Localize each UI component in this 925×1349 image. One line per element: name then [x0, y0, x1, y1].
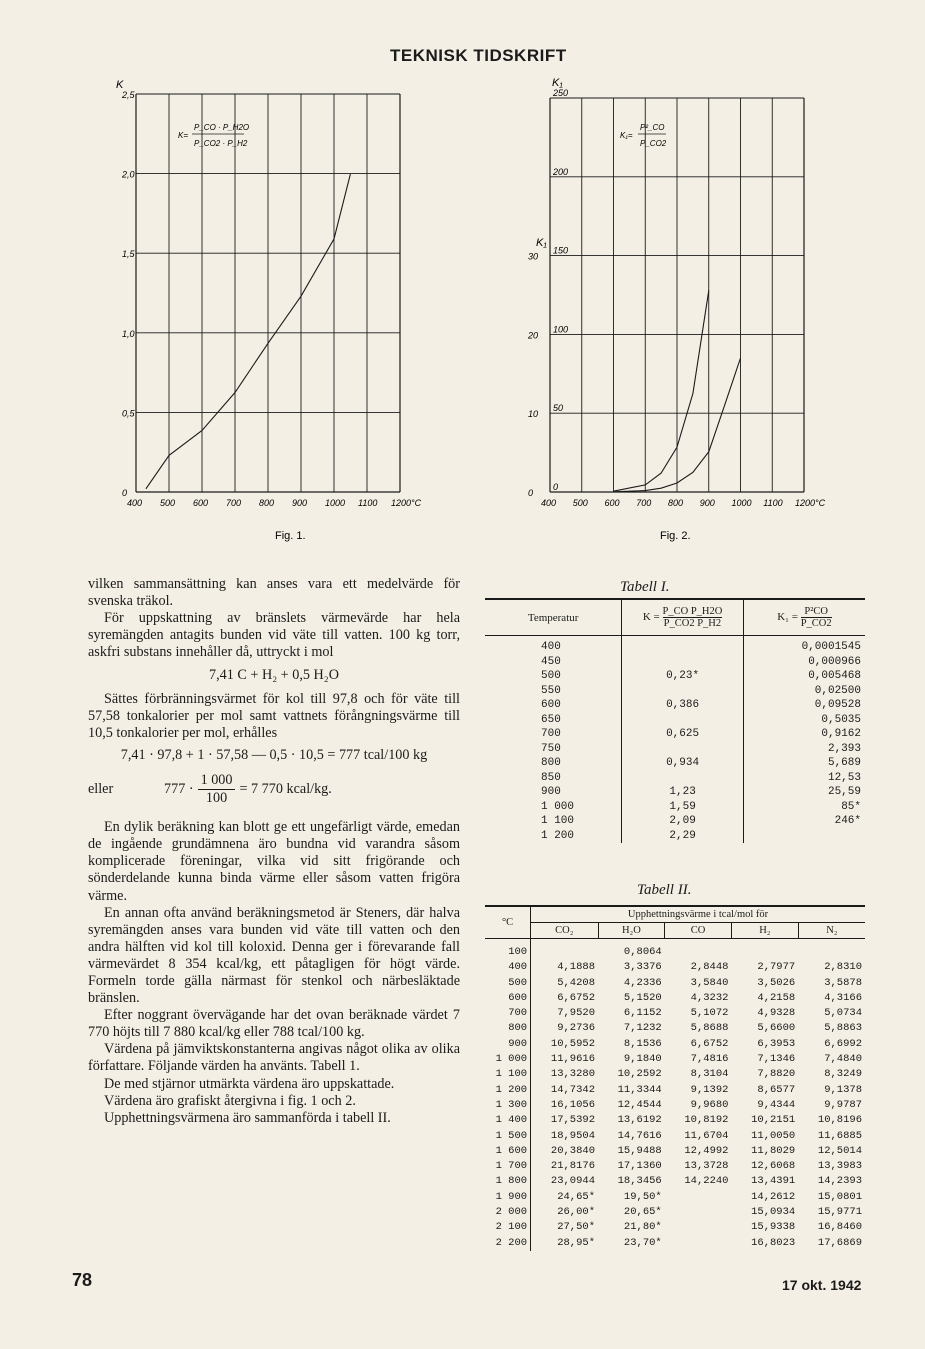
table2-cell-value: 15,0801 [817, 1190, 862, 1203]
table1-row [485, 771, 865, 786]
table2-cell-value: 8,1536 [623, 1037, 662, 1050]
table2-cell-value: 14,7616 [617, 1129, 662, 1142]
table2-row [485, 1006, 865, 1021]
table1-cell-temperature: 1 200 [485, 829, 622, 844]
table1-cell-k1: 0,9162 [821, 728, 861, 740]
formula: 7,41 C + H₂ + 0,5 H₂O [209, 667, 339, 684]
table2-cell-value: 6,1152 [623, 1007, 662, 1020]
table2-cell-value: 4,3232 [690, 991, 729, 1004]
table2-cell-temperature: 1 700 [485, 1159, 531, 1174]
x-tick-label: 1200°C [391, 498, 422, 508]
table2-row [485, 1144, 865, 1159]
table2-row [485, 1190, 865, 1205]
table2-cell-value: 7,1346 [757, 1053, 796, 1066]
table1-cell-k: 2,09 [622, 814, 744, 829]
table2-row [485, 1037, 865, 1052]
table2-cell-value: 27,50* [557, 1221, 595, 1234]
fig1-x-ticks [127, 498, 422, 508]
x-tick-label: 800 [668, 498, 684, 508]
fig2-formula-denominator: P_CO2 [640, 139, 667, 148]
table2-row [485, 1174, 865, 1189]
table1-cell-temperature: 900 [485, 785, 622, 800]
table1-cell-temperature: 450 [485, 655, 622, 670]
table2-cell-value: 26,00* [557, 1206, 595, 1219]
table2-row [485, 976, 865, 991]
table2-row [485, 1129, 865, 1144]
table2-cell-value: 3,5026 [757, 976, 796, 989]
table2-cell-value: 6,3953 [757, 1037, 796, 1050]
table2-cell-temperature: 1 800 [485, 1174, 531, 1189]
eller-rhs: = 7 770 kcal/kg. [239, 780, 332, 797]
issue-date: 17 okt. 1942 [782, 1277, 862, 1293]
table2-cell-value: 9,9787 [824, 1098, 862, 1111]
table2-cell-value: 20,3840 [550, 1144, 595, 1157]
table2-cell-temperature: 100 [485, 939, 531, 961]
table2-cell-temperature: 2 000 [485, 1205, 531, 1220]
table2-col-header: CO [665, 923, 732, 939]
table2-cell-value: 6,6752 [690, 1037, 729, 1050]
fig2-y-ticks [527, 88, 568, 498]
table2-cell-value: 5,8863 [824, 1022, 862, 1035]
table1-cell-temperature: 500 [485, 669, 622, 684]
fig2-formula [620, 123, 667, 148]
eller-denominator: 100 [205, 790, 228, 807]
table2-cell-value: 10,5952 [550, 1037, 595, 1050]
table2-cell-value: 14,7342 [550, 1083, 595, 1096]
table2-row [485, 1098, 865, 1113]
table1-row [485, 800, 865, 815]
fig2-grid [550, 98, 804, 492]
table2-cell-value: 13,6192 [617, 1114, 662, 1127]
table2-cell-value: 10,2592 [617, 1068, 662, 1081]
table1-cell-temperature: 850 [485, 771, 622, 786]
table1-cell-k1: 0,005468 [808, 670, 861, 682]
article-body [88, 576, 460, 1127]
table1-cell-k [622, 713, 744, 728]
table1-row [485, 756, 865, 771]
table2-cell-value: 9,9680 [690, 1098, 729, 1111]
table1-col-temperature: Temperatur [485, 600, 622, 636]
table1-cell-temperature: 800 [485, 756, 622, 771]
table2-cell-temperature: 1 900 [485, 1190, 531, 1205]
table2-cell-value: 17,1360 [617, 1160, 662, 1173]
y-tick-label: 2,0 [122, 169, 135, 180]
table1-row [485, 713, 865, 728]
table2-cell-value: 18,9504 [550, 1129, 595, 1142]
table2-cell-temperature: 900 [485, 1037, 531, 1052]
table2-body [485, 939, 865, 1251]
table2-row [485, 960, 865, 975]
table2-cell-temperature: 700 [485, 1006, 531, 1021]
table1-cell-temperature: 1 100 [485, 814, 622, 829]
table1-cell-temperature: 1 000 [485, 800, 622, 815]
table2-cell-value: 4,2336 [623, 976, 662, 989]
table1-row [485, 829, 865, 844]
eller-fraction [198, 772, 236, 807]
paragraph: En annan ofta använd beräkningsmetod är Steners, där halva syremängden anses vara bunden vid väte till vatten och den andra hälften vid kol till koloxid. Denna ger i förevarande fall värmevärdet 8 354 kcal/kg, ett påtagligen för högt värde. Formeln torde gälla närmast för stenkol och närbesläktade bränslen. [88, 904, 460, 1007]
table2-cell-value: 7,9520 [557, 1007, 595, 1020]
eller-lhs: 777 · [164, 780, 194, 797]
table1-cell-k1: 5,689 [827, 757, 861, 769]
formula: 7,41 · 97,8 + 1 · 57,58 — 0,5 · 10,5 = 777 tcal/100 kg [120, 746, 428, 763]
y-tick-label: 1,0 [122, 328, 135, 339]
table2-cell-value: 9,1840 [623, 1053, 662, 1066]
table2-cell-temperature: 1 200 [485, 1083, 531, 1098]
y-tick-label-inner: 250 [553, 88, 569, 98]
table2-col-header: CO₂ [531, 923, 598, 939]
table2-cell-value: 9,1378 [824, 1083, 862, 1096]
table1-cell-temperature: 700 [485, 727, 622, 742]
y-tick-label-outer: 0 [528, 488, 534, 498]
table2-cell-value [665, 1190, 732, 1205]
x-tick-label: 1000 [731, 498, 752, 508]
table2-cell-value: 21,80* [623, 1221, 662, 1234]
table2-cell-value [531, 939, 598, 961]
table2-cell-value: 13,3728 [684, 1160, 729, 1173]
table2-group-header: Upphettningsvärme i tcal/mol för [531, 907, 865, 923]
table1-cell-k: 1,59 [622, 800, 744, 815]
table2-row [485, 1021, 865, 1036]
table1-cell-k [622, 684, 744, 699]
x-tick-label: 900 [292, 498, 308, 508]
table1-col-k: K = $\frac{\text{P\_CO P\_H2O}}{P\_CO2 P\_H2}$ [622, 600, 744, 636]
table1-cell-k1: 12,53 [827, 771, 861, 784]
table1-row [485, 698, 865, 713]
table2-cell-value: 9,2736 [557, 1022, 595, 1035]
paragraph: Sättes förbränningsvärmet för kol till 97,8 och för väte till 57,58 tonkalorier per mol samt vattnets förångningsvärme till 10,5 tonkalorier per mol, erhålles [88, 690, 460, 741]
table1-cell-k [622, 655, 744, 670]
table2-cell-value: 2,7977 [757, 961, 796, 974]
table2-cell-value: 8,3249 [824, 1068, 862, 1081]
table1-cell-k1: 2,393 [827, 742, 861, 755]
table2-cell-value: 3,5878 [824, 976, 862, 989]
table2-cell-value: 4,1888 [557, 961, 595, 974]
table2-column-headers [485, 923, 865, 939]
table2-cell-value [731, 939, 798, 961]
table1-cell-temperature: 550 [485, 684, 622, 699]
table2-title: Tabell II. [637, 882, 692, 898]
y-tick-label: 1,5 [122, 249, 135, 260]
fig1-formula-denominator: P_CO2 · P_H2 [194, 139, 248, 148]
table2-cell-value: 4,9328 [757, 1007, 796, 1020]
table2-cell-temperature: 1 400 [485, 1113, 531, 1128]
table2-cell-value: 13,3280 [550, 1068, 595, 1081]
table2-cell-temperature: 400 [485, 960, 531, 975]
table2-cell-value: 12,4992 [684, 1144, 729, 1157]
x-tick-label: 600 [604, 498, 620, 508]
y-tick-label-outer: 20 [528, 330, 539, 341]
table1-cell-k1: 0,02500 [814, 684, 861, 697]
fig1-formula-lhs: K= [178, 131, 189, 140]
table2-cell-value: 5,8688 [690, 1022, 729, 1035]
table2-cell-value: 24,65* [557, 1190, 595, 1203]
fig1-y-ticks [121, 90, 136, 498]
table2-cell-value: 12,4544 [617, 1098, 662, 1111]
table1-title: Tabell I. [620, 579, 670, 595]
table2-cell-value: 4,3166 [824, 991, 862, 1004]
table1-cell-k1: 0,09528 [814, 699, 861, 711]
eller-label: eller [88, 780, 114, 797]
table2-cell-value: 2,8310 [824, 961, 862, 974]
table1-cell-k [622, 636, 744, 655]
table2-col-unit: °C [485, 907, 531, 939]
x-tick-label: 900 [699, 498, 715, 508]
table1-body [485, 636, 865, 844]
table1-row [485, 669, 865, 684]
table2-row [485, 1083, 865, 1098]
paragraph: Upphettningsvärmena äro sammanförda i tabell II. [104, 1109, 391, 1126]
table2-row [485, 1067, 865, 1082]
x-tick-label: 700 [636, 498, 652, 508]
table1-cell-k1: 0,0001545 [801, 641, 861, 653]
paragraph: Värdena äro grafiskt återgivna i fig. 1 och 2. [104, 1092, 356, 1109]
table1-cell-k: 0,23* [622, 669, 744, 684]
table2-cell-temperature: 1 500 [485, 1129, 531, 1144]
table1-row [485, 814, 865, 829]
table2-cell-value: 7,1232 [623, 1022, 662, 1035]
figure-2-chart [522, 76, 826, 546]
x-tick-label: 1100 [358, 498, 378, 508]
table2-row [485, 1236, 865, 1251]
table2-cell-value [665, 1220, 732, 1235]
fig2-caption: Fig. 2. [660, 530, 691, 542]
table2-cell-value: 12,5014 [817, 1144, 862, 1157]
table2-cell-value: 14,2612 [751, 1190, 796, 1203]
journal-header: TEKNISK TIDSKRIFT [390, 46, 567, 65]
table2-cell-value: 13,4391 [751, 1175, 796, 1188]
table2-cell-value: 4,2158 [757, 991, 796, 1004]
y-tick-label: 2,5 [122, 90, 135, 100]
x-tick-label: 400 [541, 498, 557, 508]
fig2-formula-lhs: K₁= [620, 131, 633, 140]
table1-row [485, 684, 865, 699]
table2-cell-value: 8,3104 [690, 1068, 729, 1081]
fig2-y-axis-label-inner: K₁ [536, 237, 547, 249]
table1-cell-k1: 0,5035 [821, 713, 861, 726]
table2-cell-value: 5,1520 [623, 991, 662, 1004]
x-tick-label: 500 [160, 498, 176, 508]
x-tick-label: 800 [259, 498, 275, 508]
table2-cell-value: 11,0050 [751, 1129, 796, 1142]
table1-cell-k: 2,29 [622, 829, 744, 844]
table2-cell-value: 17,6869 [817, 1236, 862, 1249]
y-tick-label: 0 [122, 488, 128, 498]
table2-cell-temperature: 500 [485, 976, 531, 991]
fig2-x-ticks [541, 498, 826, 508]
paragraph: Värdena på jämviktskonstanterna angivas något olika av olika författare. Följande värden ha använts. Tabell 1. [88, 1041, 460, 1075]
table1-cell-k1: 0,000966 [808, 655, 861, 668]
table1-row [485, 655, 865, 670]
x-tick-label: 1100 [763, 498, 783, 508]
table2-row [485, 1052, 865, 1067]
table2-row [485, 1113, 865, 1128]
table1-cell-temperature: 400 [485, 636, 622, 655]
fig1-grid [136, 94, 400, 492]
table2-cell-value: 10,8196 [817, 1114, 862, 1127]
figure-1-chart [110, 76, 422, 546]
table2-cell-value: 7,4840 [824, 1053, 862, 1066]
table1-cell-k: 0,625 [622, 727, 744, 742]
fig1-formula [178, 123, 249, 148]
table2-cell-value: 23,0944 [550, 1175, 595, 1188]
table2-cell-value: 8,6577 [757, 1083, 796, 1096]
table2-cell-value: 5,1072 [690, 1007, 729, 1020]
table1-cell-k [622, 771, 744, 786]
table2-cell-value: 3,5840 [690, 976, 729, 989]
table1-cell-k: 0,386 [622, 698, 744, 713]
y-tick-label-inner: 0 [553, 482, 559, 492]
table2-cell-temperature: 600 [485, 991, 531, 1006]
table2-cell-temperature: 1 600 [485, 1144, 531, 1159]
formula-eller [88, 772, 460, 807]
table1-row [485, 742, 865, 757]
y-tick-label-inner: 200 [553, 166, 569, 177]
table2-cell-value: 11,6885 [817, 1129, 862, 1142]
table2-cell-value: 16,1056 [550, 1098, 595, 1111]
table2-cell-value: 6,6752 [557, 991, 595, 1004]
table2-cell-value: 15,9771 [817, 1206, 862, 1219]
table2-col-header: H₂ [731, 923, 798, 939]
y-tick-label-outer: 30 [528, 251, 539, 262]
table2-cell-temperature: 2 100 [485, 1220, 531, 1235]
eller-numerator: 1 000 [198, 772, 236, 790]
table2-cell-temperature: 1 300 [485, 1098, 531, 1113]
table2-cell-value: 21,8176 [550, 1160, 595, 1173]
table2-cell-value [798, 939, 865, 961]
table2 [485, 905, 865, 1251]
table1-cell-temperature: 750 [485, 742, 622, 757]
table1-cell-k1 [743, 829, 865, 844]
fig1-y-axis-label: K [116, 79, 124, 91]
table1-cell-temperature: 650 [485, 713, 622, 728]
table2-cell-value: 11,6704 [684, 1129, 729, 1142]
x-tick-label: 700 [226, 498, 242, 508]
fig1-k-curve [146, 174, 351, 489]
paragraph: vilken sammansättning kan anses vara ett medelvärde för svenska träkol. [88, 576, 460, 610]
table1-row [485, 727, 865, 742]
table2-cell-value: 15,9338 [751, 1221, 796, 1234]
table2-cell-value: 18,3456 [617, 1175, 662, 1188]
table2-col-header: H₂O [598, 923, 665, 939]
paragraph: De med stjärnor utmärkta värdena äro uppskattade. [104, 1075, 395, 1092]
table1-cell-k: 1,23 [622, 785, 744, 800]
fig1-formula-numerator: P_CO · P_H2O [194, 123, 250, 132]
page-number: 78 [72, 1270, 93, 1290]
y-tick-label-outer: 10 [528, 409, 539, 420]
table2-cell-value: 15,9488 [617, 1144, 662, 1157]
table2-cell-value: 13,3983 [817, 1160, 862, 1173]
fig1-caption: Fig. 1. [275, 530, 306, 542]
table2-col-header: N₂ [798, 923, 865, 939]
table2-row [485, 1220, 865, 1235]
paragraph: Efter noggrant övervägande har det ovan beräknade värdet 7 770 höjts till 7 880 kcal/kg eller 788 tcal/100 kg. [88, 1007, 460, 1041]
table2-cell-temperature: 1 100 [485, 1067, 531, 1082]
y-tick-label-inner: 150 [553, 245, 569, 256]
table2-cell-value: 12,6068 [751, 1160, 796, 1173]
table2-row [485, 939, 865, 961]
table2-cell-value: 11,9616 [550, 1053, 595, 1066]
table2-cell-value: 2,8448 [690, 961, 729, 974]
table1-cell-k [622, 742, 744, 757]
table2-cell-value: 7,8820 [757, 1068, 796, 1081]
table2-cell-value: 9,4344 [757, 1098, 796, 1111]
table2-cell-value: 14,2240 [684, 1175, 729, 1188]
paragraph: För uppskattning av bränslets värmevärde har hela syremängden antagits bunden vid väte till vatten. 100 kg torr, askfri substans innehåller då, uttryckt i mol [88, 610, 460, 661]
table1-row [485, 636, 865, 655]
table2-row [485, 991, 865, 1006]
table1-cell-k1: 25,59 [827, 786, 861, 798]
table2-cell-value: 16,8023 [751, 1236, 796, 1249]
table2-cell-temperature: 800 [485, 1021, 531, 1036]
table2-cell-value: 3,3376 [623, 961, 662, 974]
table2-row [485, 1159, 865, 1174]
table2-cell-value: 15,0934 [751, 1206, 796, 1219]
table2-cell-value: 9,1392 [690, 1083, 729, 1096]
table2-cell-value: 7,4816 [690, 1053, 729, 1066]
table2-cell-value: 11,8029 [751, 1144, 796, 1157]
table2-cell-temperature: 1 000 [485, 1052, 531, 1067]
table1 [485, 598, 865, 843]
fig2-k1-curve-scale-30 [614, 290, 709, 491]
table1-col-k1: K₁ = $\frac{\text{P²CO}}{P\_CO2}$ [743, 600, 865, 636]
x-tick-label: 1000 [325, 498, 346, 508]
table2-cell-value: 5,6600 [757, 1022, 796, 1035]
table2-cell-value: 20,65* [623, 1206, 662, 1219]
table2-cell-value [665, 1205, 732, 1220]
table2-cell-value [665, 939, 732, 961]
table2-cell-value: 14,2393 [817, 1175, 862, 1188]
table2-cell-temperature: 2 200 [485, 1236, 531, 1251]
table2-cell-value: 19,50* [623, 1190, 662, 1203]
table1-cell-temperature: 600 [485, 698, 622, 713]
y-tick-label-inner: 100 [553, 324, 569, 335]
table2-row [485, 1205, 865, 1220]
x-tick-label: 1200°C [795, 498, 826, 508]
table1-cell-k: 0,934 [622, 756, 744, 771]
table2-cell-value: 17,5392 [550, 1114, 595, 1127]
table2-cell-value: 23,70* [623, 1236, 662, 1249]
paragraph: En dylik beräkning kan blott ge ett ungefärligt värde, emedan de ingående grundämnena äro bundna vid varandra såsom komplicerade föreningar, vilka vid sitt frigörande och sönderdelande kunna binda värme eller såsom vatten frigöra värme. [88, 819, 460, 904]
y-tick-label-inner: 50 [553, 403, 564, 414]
table2-cell-value: 11,3344 [617, 1083, 662, 1096]
table2-cell-value: 28,95* [557, 1236, 595, 1249]
table2-cell-value: 10,8192 [684, 1114, 729, 1127]
table2-cell-value: 5,0734 [824, 1007, 862, 1020]
x-tick-label: 600 [193, 498, 209, 508]
y-tick-label: 0,5 [122, 408, 135, 419]
table2-cell-value: 6,6992 [824, 1037, 862, 1050]
table2-cell-value: 10,2151 [751, 1114, 796, 1127]
fig2-y-axis-label: K₁ [552, 77, 563, 89]
table2-cell-value: 0,8064 [623, 946, 662, 958]
x-tick-label: 400 [127, 498, 143, 508]
table2-cell-value: 16,8460 [817, 1221, 862, 1234]
table1-cell-k1: 246* [834, 815, 861, 827]
table1-cell-k1: 85* [841, 800, 861, 813]
fig2-formula-numerator: P²_CO [640, 123, 665, 132]
table2-cell-value: 5,4208 [557, 976, 595, 989]
table1-row [485, 785, 865, 800]
table2-cell-value [665, 1236, 732, 1251]
x-tick-label: 500 [572, 498, 588, 508]
